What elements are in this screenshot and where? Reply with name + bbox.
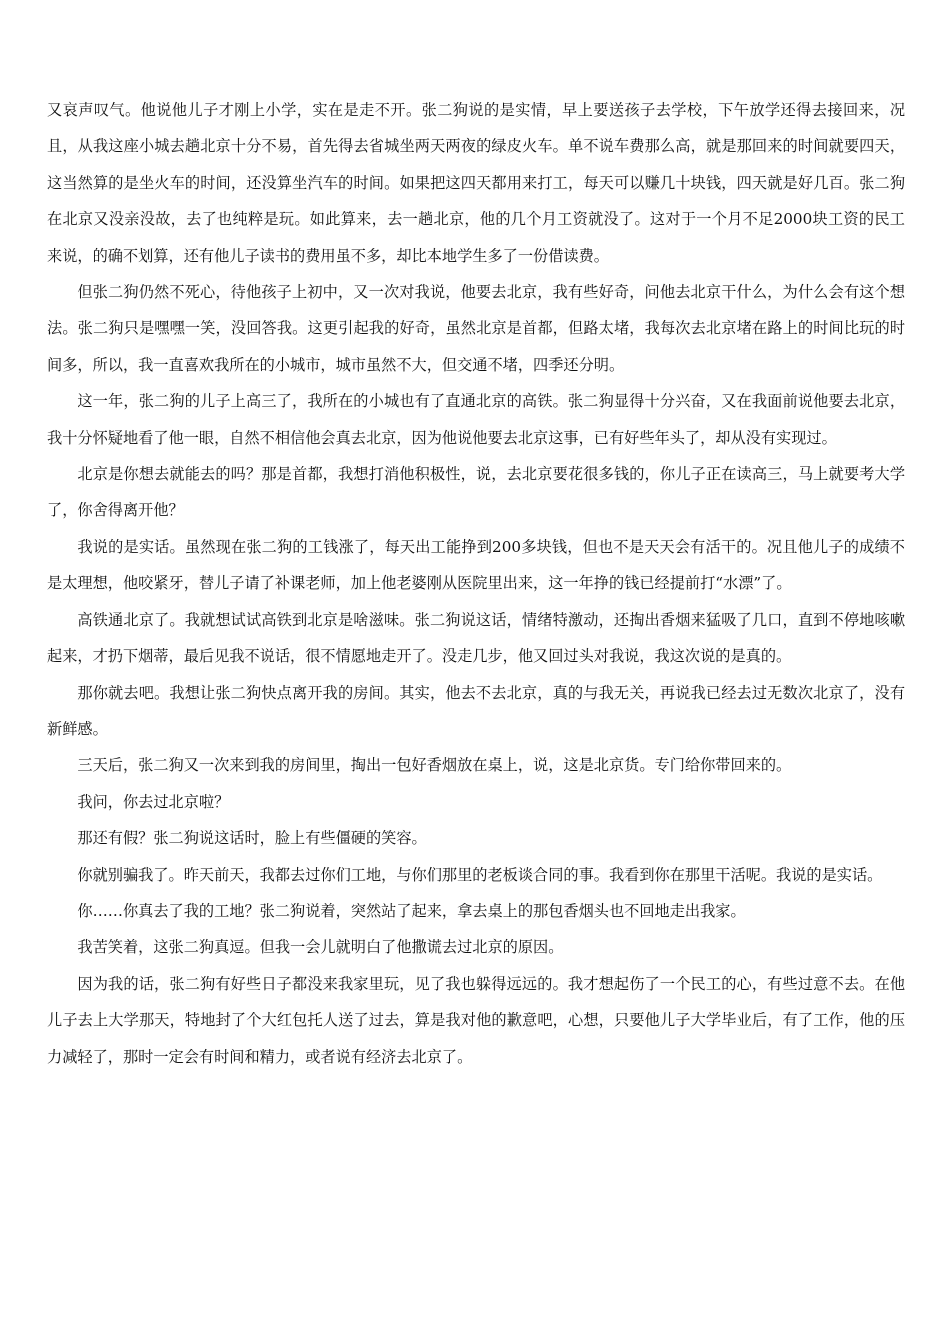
paragraph-1: 又哀声叹气。他说他儿子才刚上小学，实在是走不开。张二狗说的是实情，早上要送孩子去学校，下午放学还得去接回来，况且，从我这座小城去趟北京十分不易，首先得去省城坐两天两夜的绿皮火车。单不说车费那么高，就是那回来的时间就要四天，这当然算的是坐火车的时间，还没算坐汽车的时间。如果把这四天都用来打工，每天可以赚几十块钱，四天就是好几百。张二狗在北京又没亲没故，去了也纯粹是玩。如此算来，去一趟北京，他的几个月工资就没了。这对于一个月不足2000块工资的民工来说，的确不划算，还有他儿子读书的费用虽不多，却比本地学生多了一份借读费。 [47,101,905,265]
paragraph-14: 因为我的话，张二狗有好些日子都没来我家里玩，见了我也躲得远远的。我才想起伤了一个民工的心，有些过意不去。在他儿子去上大学那天，特地封了个大红包托人送了过去，算是我对他的歉意吧，心想，只要他儿子大学毕业后，有了工作，他的压力减轻了，那时一定会有时间和精力，或者说有经济去北京了。 [47,974,905,1066]
paragraph-4: 北京是你想去就能去的吗？那是首都，我想打消他积极性，说，去北京要花很多钱的，你儿子正在读高三，马上就要考大学了，你舍得离开他？ [47,465,905,520]
paragraph-3: 这一年，张二狗的儿子上高三了，我所在的小城也有了直通北京的高铁。张二狗显得十分兴奋，又在我面前说他要去北京，我十分怀疑地看了他一眼，自然不相信他会真去北京，因为他说他要去北京这事，已有好些年头了，却从没有实现过。 [47,392,905,447]
paragraph-6: 高铁通北京了。我就想试试高铁到北京是啥滋味。张二狗说这话，情绪特激动，还掏出香烟来猛吸了几口，直到不停地咳嗽起来，才扔下烟蒂，最后见我不说话，很不情愿地走开了。没走几步，他又回过头对我说，我这次说的是真的。 [47,610,905,666]
paragraph-8: 三天后，张二狗又一次来到我的房间里，掏出一包好香烟放在桌上，说，这是北京货。专门给你带回来的。 [77,756,792,775]
paragraph-7: 那你就去吧。我想让张二狗快点离开我的房间。其实，他去不去北京，真的与我无关，再说我已经去过无数次北京了，没有新鲜感。 [47,683,905,738]
document-body [47,92,905,1075]
paragraph-10: 那还有假？张二狗说这话时，脸上有些僵硬的笑容。 [77,829,427,848]
paragraph-9: 我问，你去过北京啦？ [77,792,230,811]
paragraph-12: 你……你真去了我的工地？张二狗说着，突然站了起来，拿去桌上的那包香烟头也不回地走出我家。 [77,901,746,920]
paragraph-5: 我说的是实话。虽然现在张二狗的工钱涨了，每天出工能挣到200多块钱，但也不是天天会有活干的。况且他儿子的成绩不是太理想，他咬紧牙，替儿子请了补课老师，加上他老婆刚从医院里出来，这一年挣的钱已经提前打“水漂”了。 [47,537,905,593]
paragraph-11: 你就别骗我了。昨天前天，我都去过你们工地，与你们那里的老板谈合同的事。我看到你在那里干活呢。我说的是实话。 [77,865,883,884]
paragraph-13: 我苦笑着，这张二狗真逗。但我一会儿就明白了他撒谎去过北京的原因。 [77,938,564,957]
paragraph-2: 但张二狗仍然不死心，待他孩子上初中，又一次对我说，他要去北京，我有些好奇，问他去北京干什么，为什么会有这个想法。张二狗只是嘿嘿一笑，没回答我。这更引起我的好奇，虽然北京是首都，但路太堵，我每次去北京堵在路上的时间比玩的时间多，所以，我一直喜欢我所在的小城市，城市虽然不大，但交通不堵，四季还分明。 [47,283,905,374]
